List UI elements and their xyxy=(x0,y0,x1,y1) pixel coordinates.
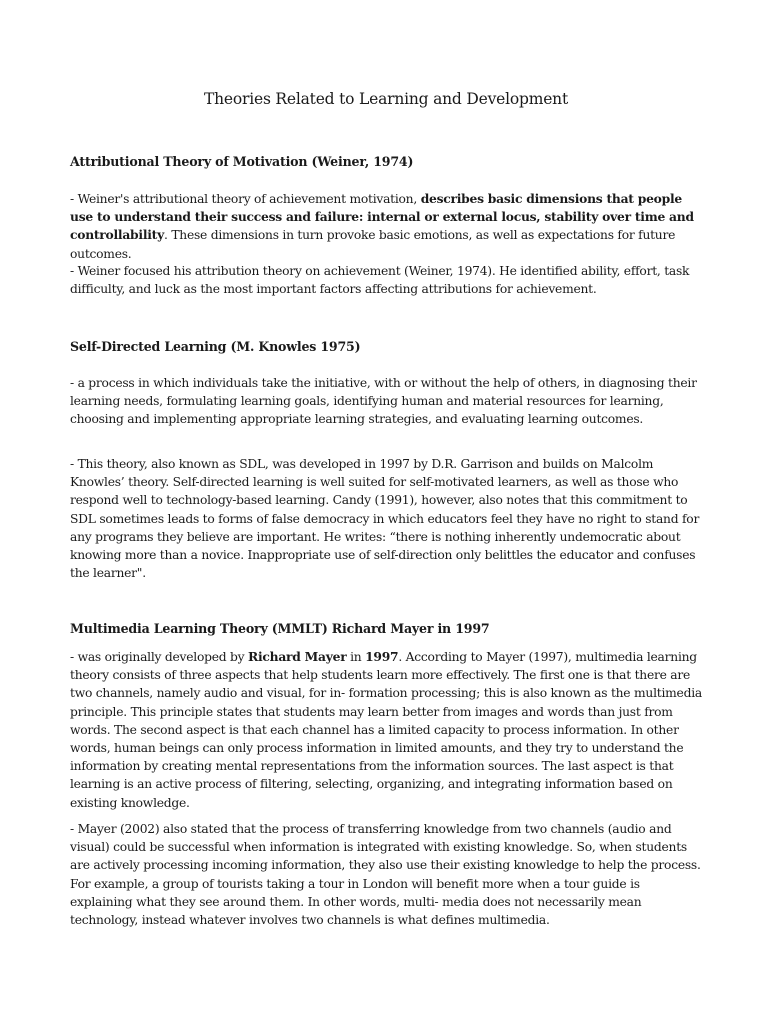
section-paragraph: - Weiner focused his attribution theory on achievement (Weiner, 1974). He identified ability, effort, task difficulty, and luck as the most important factors affecting attributions for achievement. xyxy=(70,264,690,297)
paragraph-text: - Weiner's attributional theory of achievement motivation, xyxy=(70,192,421,206)
section-paragraph xyxy=(70,190,702,263)
section-paragraph: - a process in which individuals take the initiative, with or without the help of others, in diagnosing their learning needs, formulating learning goals, identifying human and material resources for learning, choosing and implementing appropriate learning strategies, and evaluating learning outcomes. xyxy=(70,376,697,427)
paragraph-bold-text: Richard Mayer xyxy=(248,649,347,664)
paragraph-text: - was originally developed by xyxy=(70,650,248,664)
section-heading-attributional-theory: Attributional Theory of Motivation (Weiner, 1974) xyxy=(70,154,414,169)
section-heading-self-directed-learning: Self-Directed Learning (M. Knowles 1975) xyxy=(70,339,361,354)
section-paragraph xyxy=(70,648,702,812)
section-paragraph: - This theory, also known as SDL, was developed in 1997 by D.R. Garrison and builds on Malcolm Knowles’ theory. Self-directed learning is well suited for self-motivated learners, as well as those who respond well to technology-based learning. Candy (1991), however, also notes that this commitment to SDL sometimes leads to forms of false democracy in which educators feel they have no right to stand for any programs they believe are important. He writes: “there is nothing inherently undemocratic about knowing more than a novice. Inappropriate use of self-direction only belittles the educator and confuses the learner". xyxy=(70,457,700,581)
document-title: Theories Related to Learning and Development xyxy=(203,90,568,108)
section-heading-multimedia-learning: Multimedia Learning Theory (MMLT) Richard Mayer in 1997 xyxy=(70,621,490,636)
paragraph-bold-text: 1997 xyxy=(365,649,399,664)
paragraph-bold-text: describes basic dimensions that people use to understand their success and failure: internal or external locus, stability over time and controllability xyxy=(70,191,694,243)
paragraph-text: in xyxy=(346,650,366,664)
paragraph-text: . These dimensions in turn provoke basic emotions, as well as expectations for future outcomes. xyxy=(70,228,676,261)
paragraph-text: . According to Mayer (1997), multimedia learning theory consists of three aspects that help students learn more effectively. The first one is that there are two channels, namely audio and visual, for in- formation processing; this is also known as the multimedia principle. This principle states that students may learn better from images and words than just from words. The second aspect is that each channel has a limited capacity to process information. In other words, human beings can only process information in limited amounts, and they try to understand the information by creating mental representations from the information sources. The last aspect is that learning is an active process of filtering, selecting, organizing, and integrating information based on existing knowledge. xyxy=(70,650,702,810)
section-paragraph: - Mayer (2002) also stated that the process of transferring knowledge from two channels (audio and visual) could be successful when information is integrated with existing knowledge. So, when students are actively processing incoming information, they also use their existing knowledge to help the process. For example, a group of tourists taking a tour in London will benefit more when a tour guide is explaining what they see around them. In other words, multi- media does not necessarily mean technology, instead whatever involves two channels is what defines multimedia. xyxy=(70,822,701,928)
